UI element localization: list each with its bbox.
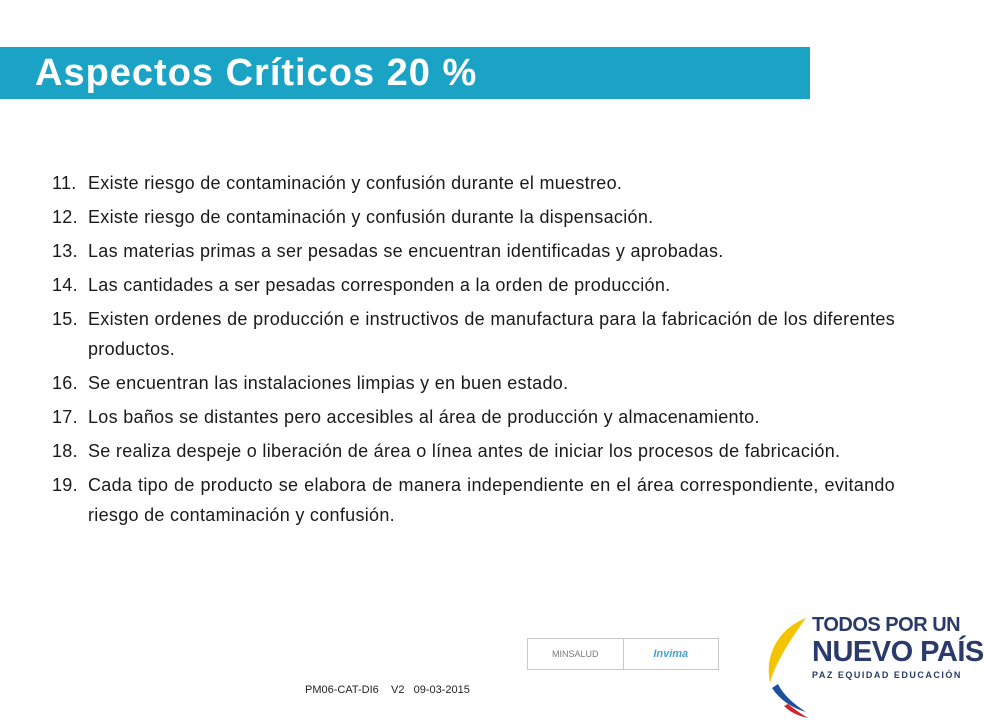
- item-number: 19.: [52, 475, 78, 495]
- government-slogan: [812, 614, 984, 680]
- invima-logo-label: Invima: [653, 648, 689, 660]
- list-item: [52, 436, 895, 466]
- item-number: 11.: [52, 173, 77, 193]
- item-text: Existe riesgo de contaminación y confusión durante el muestreo.: [88, 173, 623, 193]
- item-number: 17.: [52, 407, 78, 427]
- item-text: Existe riesgo de contaminación y confusión durante la dispensación.: [88, 207, 654, 227]
- list-item: [52, 470, 895, 530]
- item-text: Las materias primas a ser pesadas se encuentran identificadas y aprobadas.: [88, 241, 724, 261]
- slogan-line-2: NUEVO PAÍS: [812, 636, 984, 668]
- item-text: Se encuentran las instalaciones limpias y en buen estado.: [88, 373, 569, 393]
- invima-logo: [623, 639, 719, 669]
- document-code: PM06-CAT-DI6 V2 09-03-2015: [305, 684, 470, 696]
- item-number: 18.: [52, 441, 78, 461]
- item-number: 13.: [52, 241, 78, 261]
- emblem-yellow-stroke: [769, 618, 806, 683]
- minsalud-logo-label: MINSALUD: [551, 649, 599, 659]
- list-item: [52, 402, 895, 432]
- item-text: Existen ordenes de producción e instructivos de manufactura para la fabricación de los diferentes productos.: [88, 309, 895, 359]
- list-item: [52, 202, 895, 232]
- slogan-line-1: TODOS POR UN: [812, 614, 961, 636]
- criteria-list: [52, 168, 895, 534]
- item-number: 16.: [52, 373, 78, 393]
- minsalud-logo: [528, 639, 623, 669]
- list-item: [52, 270, 895, 300]
- item-text: Se realiza despeje o liberación de área o línea antes de iniciar los procesos de fabricación.: [88, 441, 841, 461]
- list-item: [52, 368, 895, 398]
- item-text: Los baños se distantes pero accesibles al área de producción y almacenamiento.: [88, 407, 760, 427]
- institution-logos: [527, 638, 719, 670]
- slogan-tagline: PAZ EQUIDAD EDUCACIÓN: [812, 670, 962, 680]
- list-item: [52, 304, 895, 364]
- item-text: Cada tipo de producto se elabora de manera independiente en el área correspondiente, evitando riesgo de contaminación y confusión.: [88, 475, 895, 525]
- item-number: 12.: [52, 207, 78, 227]
- list-item: [52, 168, 895, 198]
- title-bar: [0, 47, 810, 99]
- item-text: Las cantidades a ser pesadas corresponden a la orden de producción.: [88, 275, 671, 295]
- item-number: 14.: [52, 275, 78, 295]
- item-number: 15.: [52, 309, 78, 329]
- list-item: [52, 236, 895, 266]
- slide-title: Aspectos Críticos 20 %: [35, 52, 478, 94]
